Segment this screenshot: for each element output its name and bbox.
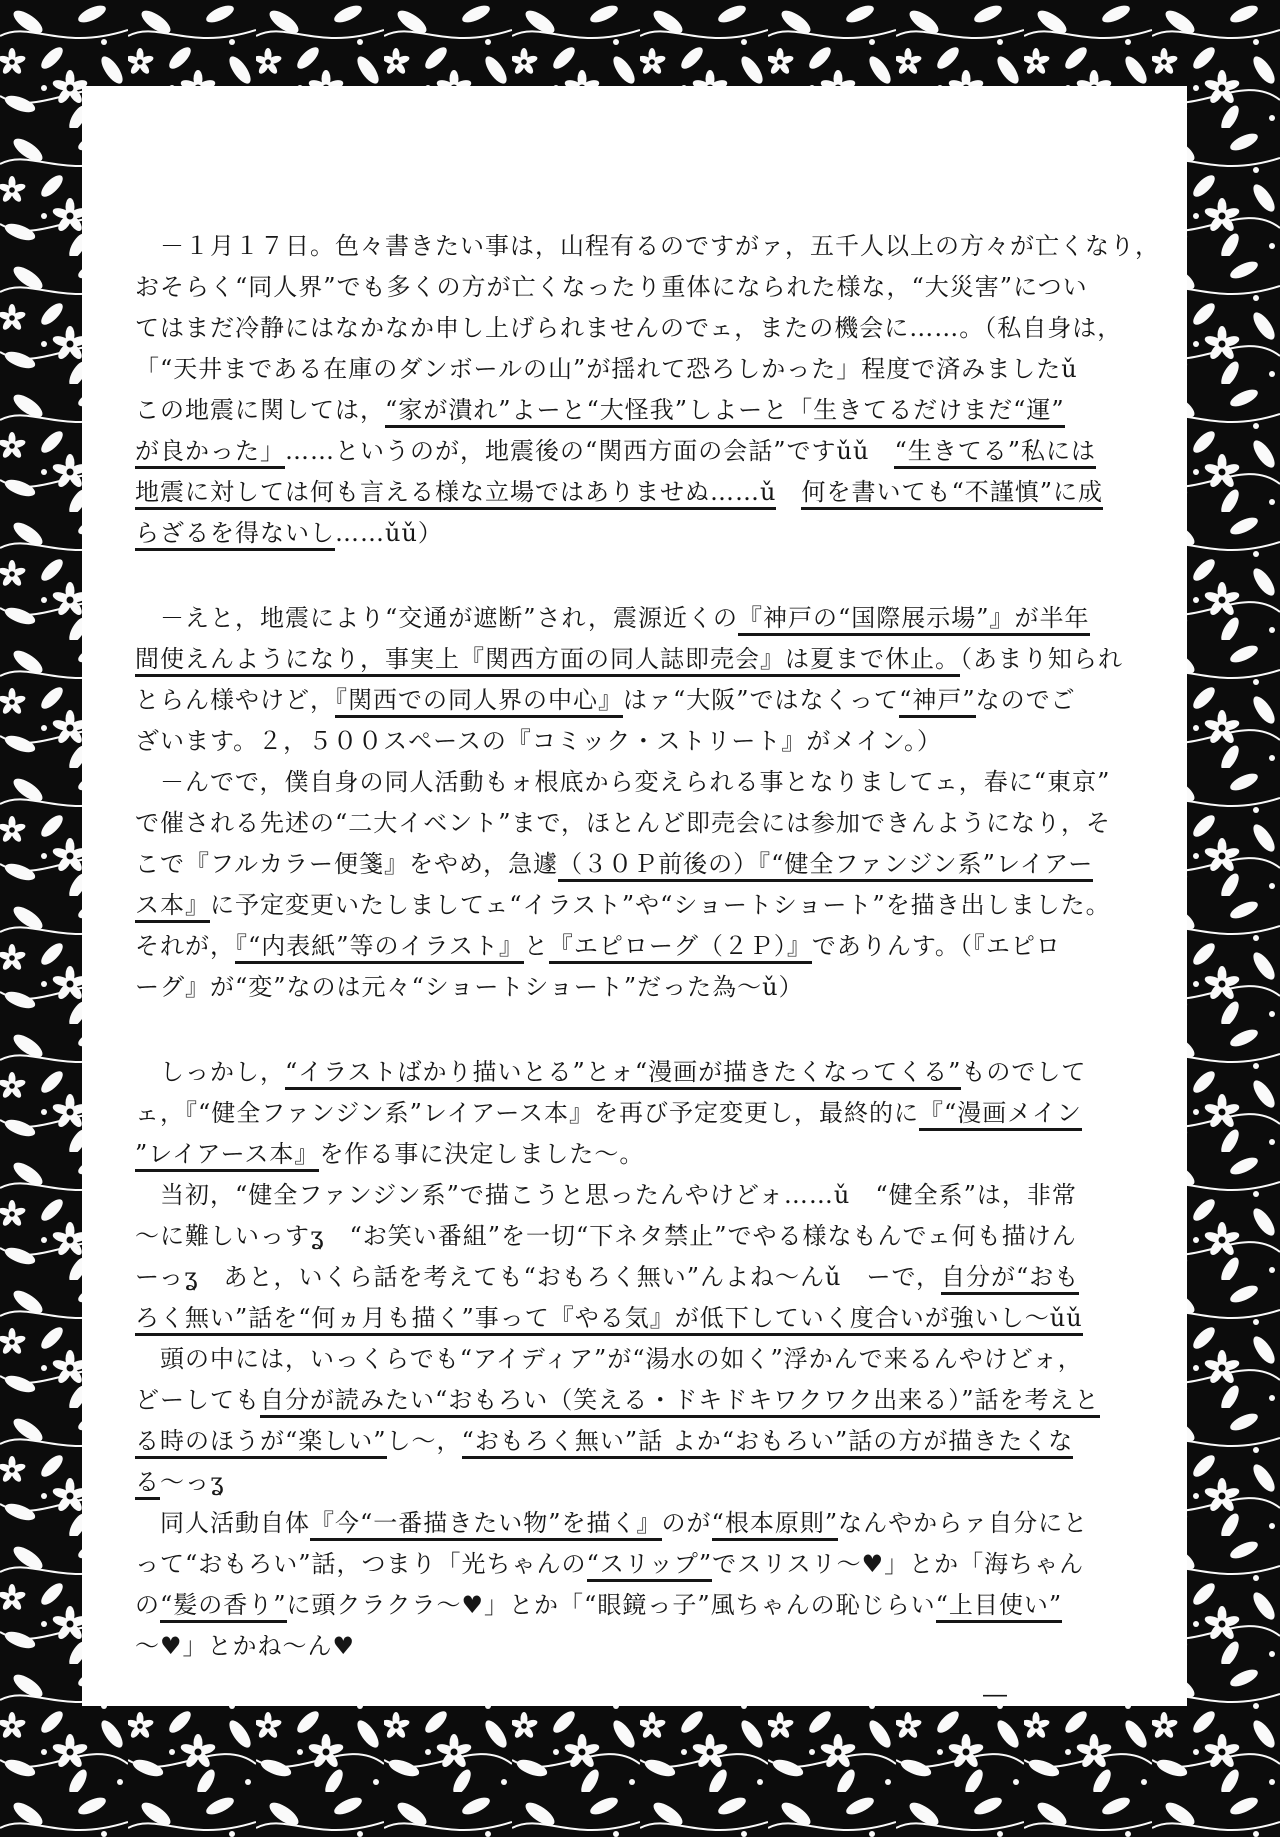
text-segment: －んでで，僕自身の同人活動もォ根底から変えられる事となりましてェ，春に“東京” [135,768,1111,796]
text-line [135,1544,1147,1585]
text-line [135,1339,1147,1380]
text-segment: でありんす。（『エピロ [811,932,1061,960]
text-line [135,1380,1147,1421]
underlined-text-segment: ろく無い”話を“何ヵ月も描く”事って『やる気』が低下していく度合いが強いし〜ǔǔ [135,1304,1083,1336]
underlined-text-segment: “神戸” [899,686,976,718]
text-segment: 同人活動自体 [135,1509,310,1537]
text-line [135,1052,1147,1093]
underlined-text-segment: 『神戸の“国際展示場”』が半年 [738,604,1090,636]
text-segment: に予定変更いたしましてェ“イラスト”や“ショートショート”を描き出しました。 [210,891,1111,919]
underlined-text-segment: 地震に対しては何も言える様な立場ではありませぬ……ǔ [135,478,776,510]
text-line [135,844,1147,885]
underlined-text-segment: 自分が“おも [941,1263,1079,1295]
text-segment: とらん様やけど， [135,686,335,714]
text-line [135,926,1147,967]
underlined-text-segment: “イラストばかり描いとる”とォ“漫画が描きたくなってくる” [285,1058,961,1090]
text-segment: の [135,1591,160,1619]
text-segment: ものでして [961,1058,1087,1086]
text-line [135,1175,1147,1216]
footer-dash-mark: ― [983,1680,1007,1708]
text-segment: こで『フルカラー便箋』をやめ，急遽 [135,850,559,878]
text-line [135,1503,1147,1544]
paragraph-block [135,598,1147,1008]
paragraph-block [135,1052,1147,1503]
underlined-text-segment: 『“内表紙”等のイラスト』 [235,932,524,964]
underlined-text-segment: が良かった」 [135,437,285,469]
underlined-text-segment: る [135,1468,160,1500]
paragraph-block [135,1503,1147,1667]
text-segment: と [523,932,549,960]
paragraph-block [135,226,1160,554]
underlined-text-segment: “生きてる”私には [894,437,1096,469]
underlined-text-segment: （３０Ｐ前後の）『“健全ファンジン系”レイアー [558,850,1093,882]
page-text [135,226,1160,1667]
text-segment: 当初，“健全ファンジン系”で描こうと思ったんやけどォ……ǔ “健全系”は，非常 [135,1181,1077,1209]
text-line [135,1257,1147,1298]
text-segment: ……というのが，地震後の“関西方面の会話”ですǔǔ [285,437,895,465]
text-line [135,1298,1147,1339]
text-line [135,721,1147,762]
text-segment: ざいます。２，５００スペースの『コミック・ストリート』がメイン。） [135,727,942,755]
text-line [135,1421,1147,1462]
text-segment: おそらく“同人界”でも多くの方が亡くなったり重体になられた様な，“大災害”につい [135,273,1088,301]
underlined-text-segment: 間使えんようになり，事実上『関西方面の同人誌即売会』は夏まで休止。 [135,645,960,677]
text-line [135,885,1147,926]
text-segment: でスリスリ〜♥」とか「海ちゃん [712,1550,1085,1578]
text-segment: ーグ』が“変”なのは元々“ショートショート”だった為〜ǔ） [135,973,804,1001]
text-line [135,226,1160,267]
text-line [135,598,1147,639]
text-segment: この地震に関しては， [135,396,385,424]
text-segment: しっかし， [135,1058,285,1086]
text-segment: （あまり知られ [960,645,1123,673]
underlined-text-segment: “根本原則” [712,1509,839,1541]
underlined-text-segment: “髪の香り” [160,1591,287,1623]
text-segment [776,478,801,506]
text-line [135,803,1147,844]
text-line [135,349,1147,390]
text-line [135,639,1147,680]
text-segment: はァ“大阪”ではなくって [623,686,900,714]
text-segment: 頭の中には，いっくらでも“アイディア”が“湯水の如く”浮かんで来るんやけどォ， [135,1345,1083,1373]
text-line [135,390,1147,431]
text-segment: ェ，『“健全ファンジン系”レイアース本』を再び予定変更し，最終的に [135,1099,920,1127]
text-segment: で催される先述の“二大イベント”まで，ほとんど即売会には参加できんようになり，そ [135,809,1112,837]
underlined-text-segment: 『今“一番描きたい物”を描く』 [310,1509,662,1541]
text-line [135,267,1147,308]
text-line [135,308,1147,349]
underlined-text-segment: 何を書いても“不謹慎”に成 [801,478,1103,510]
text-line [135,1626,1147,1667]
text-segment: ……ǔǔ） [335,519,443,547]
text-segment: てはまだ冷静にはなかなか申し上げられませんのでェ，またの機会に……。（私自身は， [135,314,1123,342]
text-segment: どーしても [135,1386,260,1414]
text-line [135,513,1147,554]
text-segment: に頭クラクラ〜♥」とか「“眼鏡っ子”風ちゃんの恥じらい [286,1591,936,1619]
text-segment: それが， [135,932,235,960]
text-line [135,1585,1147,1626]
text-segment: －１月１７日。色々書きたい事は，山程有るのですがァ，五千人以上の方々が亡くなり， [135,232,1160,260]
underlined-text-segment: 『関西での同人界の中心』 [335,686,623,718]
underlined-text-segment: 『エピローグ（２Ｐ）』 [549,932,812,964]
text-line [135,762,1147,803]
text-segment: し〜， [386,1427,462,1455]
underlined-text-segment: ス本』 [135,891,210,923]
text-segment: なんやからァ自分にと [838,1509,1089,1537]
text-segment: を作る事に決定しました〜。 [319,1140,645,1168]
underlined-text-segment: る時のほうが“楽しい” [135,1427,387,1459]
text-line [135,1216,1147,1257]
text-line [135,680,1147,721]
underlined-text-segment: らざるを得ないし [135,519,335,551]
text-line [135,1093,1147,1134]
text-segment: －えと，地震により“交通が遮断”され，震源近くの [135,604,738,632]
text-line [135,967,1147,1008]
underlined-text-segment: “家が潰れ”よーと“大怪我”しよーと「生きてるだけまだ“運” [385,396,1065,428]
underlined-text-segment: 自分が読みたい“おもろい（笑える・ドキドキワクワク出来る）”話を考えと [260,1386,1100,1418]
underlined-text-segment: “おもろく無い”話 よか“おもろい”話の方が描きたくな [462,1427,1074,1459]
text-segment: 「“天井まである在庫のダンボールの山”が揺れて恐ろしかった」程度で済みましたǔ [135,355,1078,383]
text-segment: 〜に難しいっすʓ “お笑い番組”を一切“下ネタ禁止”でやる様なもんでェ何も描けん [135,1222,1077,1250]
underlined-text-segment: ”レイアース本』 [135,1140,319,1172]
text-line [135,431,1147,472]
underlined-text-segment: “上目使い” [936,1591,1063,1623]
text-segment: 〜♥」とかね〜ん♥ [135,1632,356,1660]
underlined-text-segment: “スリップ” [587,1550,713,1582]
text-segment: なのでご [975,686,1076,714]
text-segment: のが [661,1509,712,1537]
text-segment: って“おもろい”話，つまり「光ちゃんの [135,1550,587,1578]
underlined-text-segment: 『“漫画メイン [919,1099,1082,1131]
text-line [135,472,1147,513]
text-line [135,1462,1147,1503]
text-line [135,1134,1147,1175]
text-segment: 〜っʓ [160,1468,225,1496]
text-segment: ーっʓ あと，いくら話を考えても“おもろく無い”んよね〜んǔ ーで， [135,1263,941,1291]
